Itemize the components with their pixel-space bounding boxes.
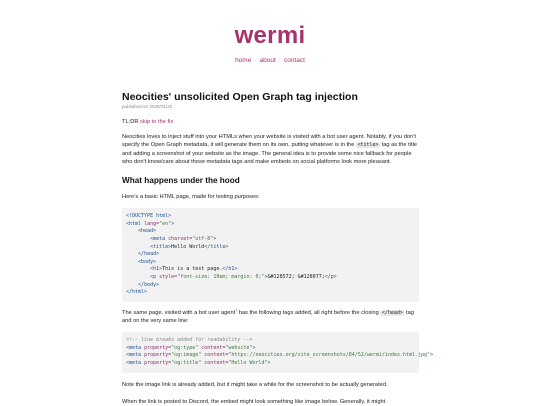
code-token: > — [267, 359, 271, 366]
skip-to-fix-link[interactable]: skip to the fix — [140, 119, 174, 125]
code-token: </title> — [204, 243, 229, 250]
code-token: "og:type" — [171, 344, 199, 351]
post-date: published on 2025/01/22 — [122, 104, 173, 109]
code-token: style= — [156, 273, 178, 280]
code-token: "font-size: 10em; margin: 0;" — [177, 273, 265, 280]
post-title: Neocities' unsolicited Open Graph tag injection — [122, 91, 358, 103]
intro-paragraph — [122, 133, 419, 166]
paragraph-discord: When the link is posted to Discord, the embed might look something like image below. Generally, it might — [122, 398, 386, 405]
code-token: </body> — [138, 281, 160, 288]
code-token: "Hello World" — [228, 359, 268, 366]
code-token: property= — [141, 352, 172, 359]
bot-text-2: has the following tags added, all right before the closing — [237, 309, 381, 316]
code-token: <html — [126, 220, 142, 227]
nav-separator: · — [254, 57, 257, 64]
bot-text-1: The same page, visited with a bot user agent — [122, 309, 236, 316]
code-token: <head> — [138, 228, 157, 235]
nav-link-contact[interactable]: contact — [283, 57, 305, 64]
code-token: property= — [141, 359, 172, 366]
code-token: <p — [150, 273, 157, 280]
code-token: content= — [201, 352, 229, 359]
paragraph-image-note: Note the image link is already added, but it might take a while for the screenshot to be actually generated. — [122, 381, 388, 388]
code-token: &#128572; &#128077; — [267, 273, 325, 280]
code-token: lang= — [141, 220, 160, 227]
code-token: content= — [198, 344, 226, 351]
code-token: "og:image" — [171, 352, 202, 359]
code-token: This is a test page. — [162, 266, 223, 273]
code-token: "https://neocities.org/site_screenshots/84/52/wermi/index.html.jpg" — [228, 352, 431, 359]
section-heading: What happens under the hood — [122, 176, 240, 186]
inline-code-head: </head> — [381, 309, 403, 316]
paragraph-basic-page: Here's a basic HTML page, made for testing purposes: — [122, 194, 260, 201]
article — [122, 91, 434, 406]
code-token: > — [171, 220, 175, 227]
code-token: <!DOCTYPE html> — [126, 213, 172, 220]
code-token: <title> — [150, 243, 172, 250]
code-block-html — [122, 208, 419, 302]
code-token: property= — [141, 344, 172, 351]
code-token: <meta — [126, 352, 142, 359]
footnote-link[interactable]: 1 — [235, 307, 238, 312]
nav-separator: · — [278, 57, 281, 64]
code-token: Hello World — [171, 243, 205, 250]
code-token: "utf-8" — [192, 236, 214, 242]
code-token: </head> — [138, 251, 160, 258]
bot-text-3: tag and on the very same line: — [122, 309, 414, 324]
code-block-injected — [122, 332, 434, 372]
code-token: > — [264, 273, 268, 280]
code-token: content= — [201, 359, 229, 366]
code-token: "en" — [159, 220, 172, 227]
code-token: "website" — [225, 344, 253, 351]
nav-link-home[interactable]: home — [235, 57, 252, 64]
intro-text-1: Neocities loves to inject stuff into your HTMLs when your website is visited with a bot user agent. Notably, if you don't specify the Open Graph metadata, it will generate them on its own, putting whatever is in the — [122, 134, 416, 149]
code-token: > — [430, 352, 434, 359]
code-token: <h1> — [150, 266, 163, 273]
tldr — [122, 118, 419, 126]
code-token: <meta — [126, 359, 142, 366]
code-token: </p> — [324, 273, 337, 280]
code-token: </html> — [126, 289, 148, 296]
nav-link-about[interactable]: about — [259, 57, 276, 64]
code-token: <meta — [126, 344, 142, 351]
inline-code-title: <title> — [357, 142, 379, 149]
code-token: <body> — [138, 258, 157, 265]
code-token: <meta — [150, 236, 166, 242]
code-token: </h1> — [222, 266, 238, 273]
tldr-prefix: TL;DR — [122, 119, 141, 125]
code-token: > — [252, 344, 256, 351]
code-token: > — [213, 236, 217, 242]
site-title[interactable]: wermi — [234, 22, 306, 49]
code-comment: <!-- line breaks added for readability --> — [126, 337, 253, 344]
code-token: "og:title" — [171, 359, 202, 366]
main-nav — [0, 57, 540, 64]
paragraph-bot-agent — [122, 309, 419, 325]
code-token: charset= — [165, 236, 193, 242]
intro-text-2: tag as the title and adding a screenshot of your website as the image. The general idea is to provide some nice fallback for people who don't know/care about those metadata tags and make embeds on social platforms look more pleasant. — [122, 142, 418, 165]
